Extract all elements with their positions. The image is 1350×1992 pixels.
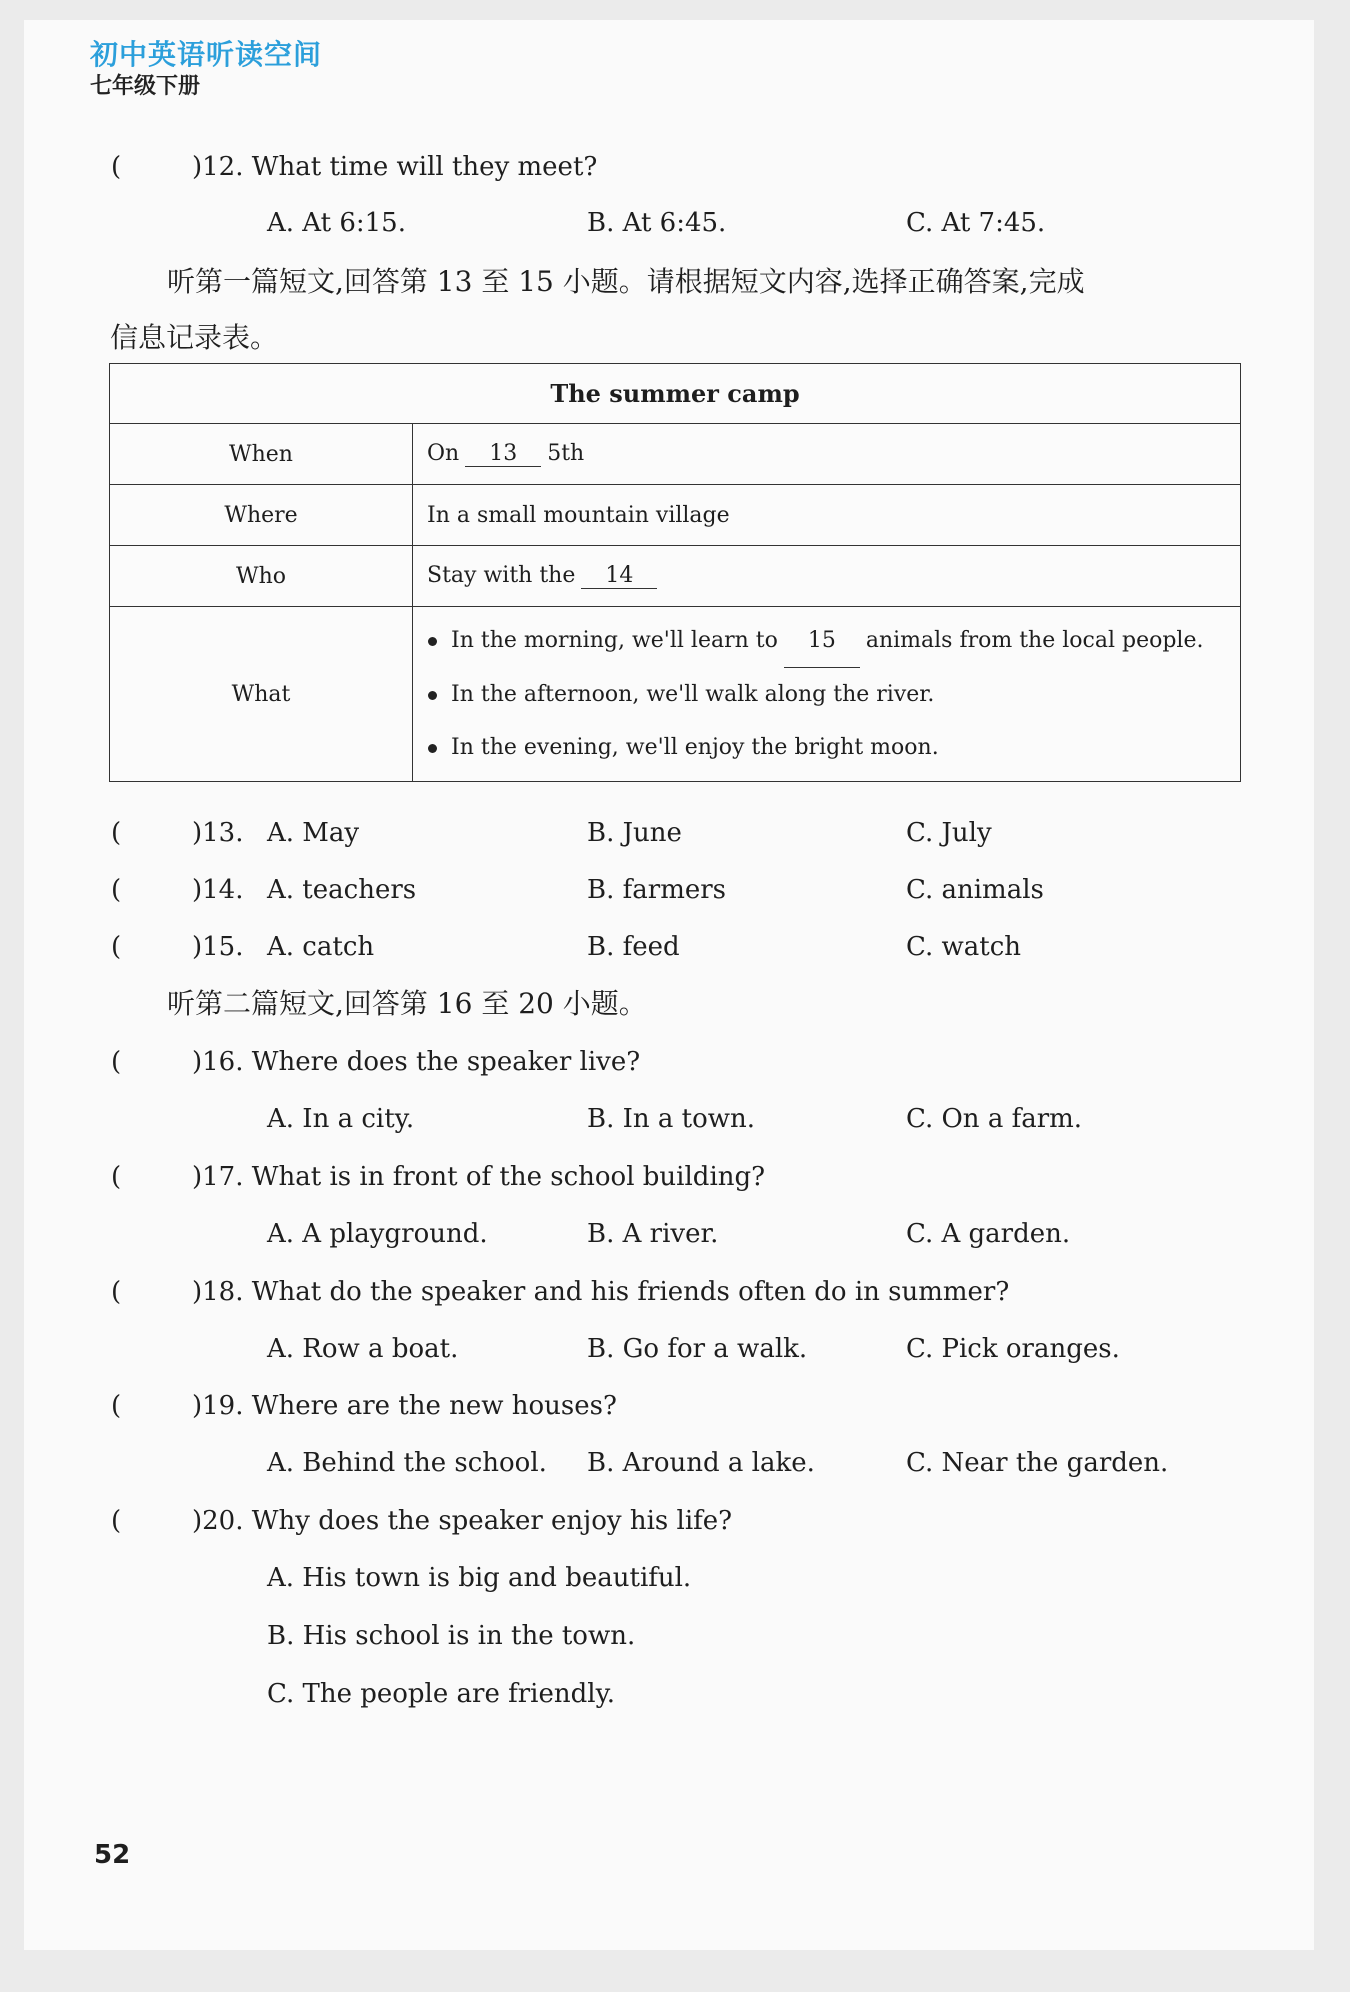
answer-paren[interactable]: ( [111,1162,122,1192]
option-c[interactable]: C. July [906,818,992,848]
row-label: What [110,607,413,782]
table-row-where [110,485,1241,546]
blank-14[interactable]: 14 [581,563,657,589]
list-item: In the evening, we'll enjoy the bright moon. [428,721,1239,774]
option-a[interactable]: A. catch [267,932,375,962]
question-number: )13. [192,818,244,848]
option-b[interactable]: B. Around a lake. [587,1448,815,1478]
option-c[interactable]: C. watch [906,932,1022,962]
question-text: )20. Why does the speaker enjoy his life? [192,1506,733,1536]
row-label: When [110,424,413,485]
passage-1-instruction: 听第一篇短文,回答第 13 至 15 小题。请根据短文内容,选择正确答案,完成 [167,265,1085,298]
option-b[interactable]: B. At 6:45. [587,208,727,238]
answer-paren[interactable]: ( [111,152,122,182]
option-c[interactable]: C. The people are friendly. [267,1679,616,1709]
option-b[interactable]: B. A river. [587,1219,719,1249]
option-c[interactable]: C. A garden. [906,1219,1071,1249]
option-a[interactable]: A. At 6:15. [267,208,406,238]
answer-paren[interactable]: ( [111,1391,122,1421]
option-c[interactable]: C. animals [906,875,1044,905]
passage-1-instruction-cont: 信息记录表。 [110,321,279,354]
option-c[interactable]: C. Near the garden. [906,1448,1169,1478]
option-b[interactable]: B. Go for a walk. [587,1334,808,1364]
option-a[interactable]: A. May [267,818,360,848]
blank-15[interactable]: 15 [784,614,860,668]
question-number: )15. [192,932,244,962]
answer-paren[interactable]: ( [111,1506,122,1536]
question-text: )19. Where are the new houses? [192,1391,617,1421]
answer-paren[interactable]: ( [111,1047,122,1077]
option-b[interactable]: B. farmers [587,875,727,905]
option-c[interactable]: C. At 7:45. [906,208,1046,238]
option-b[interactable]: B. His school is in the town. [267,1621,636,1651]
grade-label: 七年级下册 [90,74,201,99]
row-label: Who [110,546,413,607]
question-text: )18. What do the speaker and his friends often do in summer? [192,1277,1010,1307]
option-a[interactable]: A. Row a boat. [267,1334,459,1364]
question-text: )17. What is in front of the school building? [192,1162,766,1192]
option-b[interactable]: B. June [587,818,682,848]
table-row-who [110,546,1241,607]
passage-2-instruction: 听第二篇短文,回答第 16 至 20 小题。 [167,987,647,1020]
bullet-icon [428,637,437,646]
option-c[interactable]: C. Pick oranges. [906,1334,1120,1364]
option-a[interactable]: A. A playground. [267,1219,488,1249]
table-row-what [110,607,1241,782]
list-item: In the morning, we'll learn to 15 animals from the local people. [428,614,1239,668]
answer-paren[interactable]: ( [111,932,122,962]
option-c[interactable]: C. On a farm. [906,1104,1083,1134]
answer-paren[interactable]: ( [111,818,122,848]
row-value: Stay with the 14 [413,546,1241,607]
option-a[interactable]: A. In a city. [267,1104,415,1134]
blank-13[interactable]: 13 [465,441,541,467]
option-a[interactable]: A. Behind the school. [267,1448,547,1478]
workbook-page [24,20,1314,1950]
option-a[interactable]: A. teachers [267,875,417,905]
book-title: 初中英语听读空间 [90,38,323,71]
row-label: Where [110,485,413,546]
bullet-icon [428,691,437,700]
row-value: In a small mountain village [413,485,1241,546]
table-title: The summer camp [110,364,1241,424]
question-text: )12. What time will they meet? [192,152,598,182]
answer-paren[interactable]: ( [111,1277,122,1307]
row-value: On 13 5th [413,424,1241,485]
table-row-when [110,424,1241,485]
question-number: )14. [192,875,244,905]
option-b[interactable]: B. feed [587,932,680,962]
page-header [90,38,322,102]
page-number: 52 [94,1840,131,1870]
question-text: )16. Where does the speaker live? [192,1047,641,1077]
list-item: In the afternoon, we'll walk along the river. [428,668,1239,721]
row-value [413,607,1241,782]
summer-camp-table [109,363,1241,782]
option-b[interactable]: B. In a town. [587,1104,756,1134]
option-a[interactable]: A. His town is big and beautiful. [267,1563,692,1593]
answer-paren[interactable]: ( [111,875,122,905]
bullet-icon [428,744,437,753]
